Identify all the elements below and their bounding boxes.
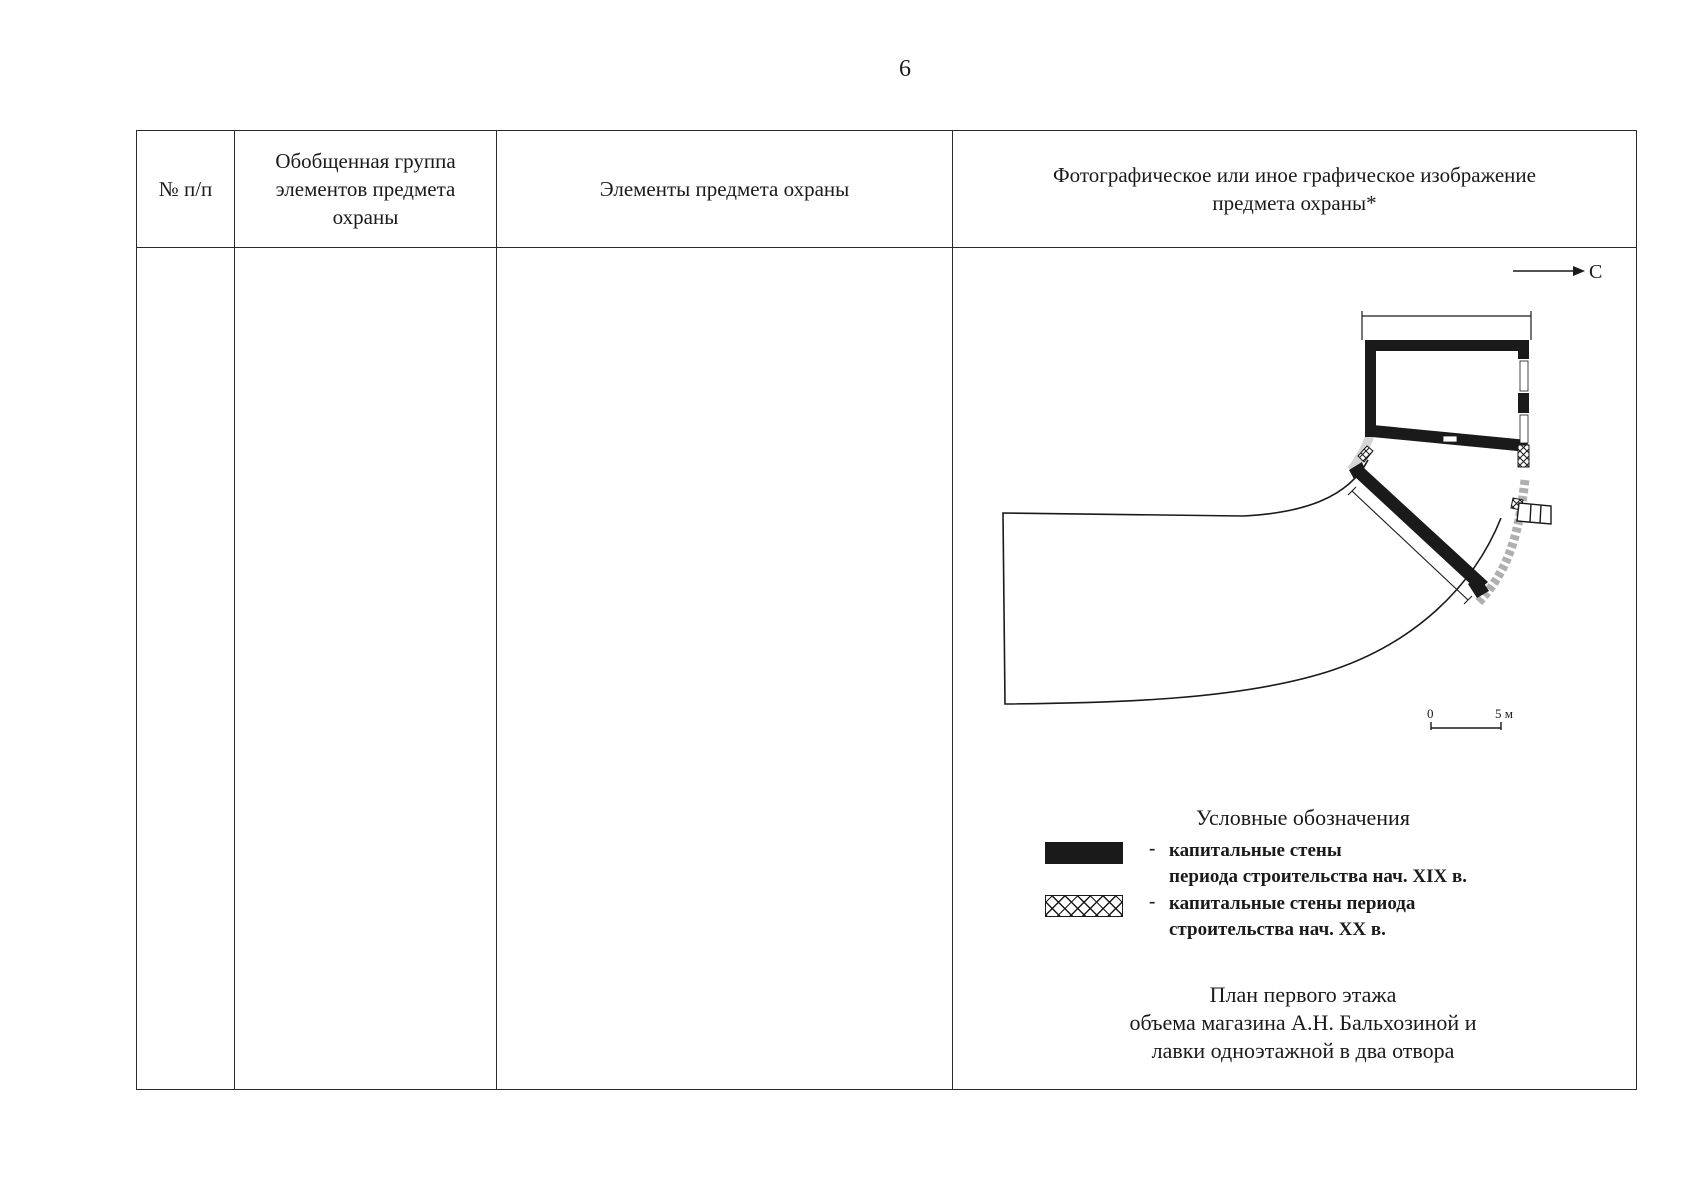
header-group-line1: Обобщенная группа [275, 149, 456, 173]
header-group-line3: охраны [332, 205, 399, 229]
legend-text-line2: строительства нач. XX в. [1169, 919, 1386, 940]
scale-start-label: 0 [1427, 706, 1434, 721]
site-outline [1003, 460, 1501, 704]
legend-title: Условные обозначения [1196, 805, 1410, 830]
cell-elements [497, 248, 953, 1090]
header-image-line1: Фотографическое или иное графическое изображение [1053, 163, 1536, 187]
protection-subject-table [136, 130, 1637, 1090]
header-image-line2: предмета охраны* [1212, 191, 1377, 215]
legend-dash: - [1149, 891, 1156, 912]
cell-number [137, 248, 235, 1090]
porch-steps [1517, 503, 1551, 524]
plan-caption-line3: лавки одноэтажной в два отвора [1151, 1038, 1455, 1063]
legend-item-19th-century [1045, 838, 1565, 890]
legend-item-20th-century [1045, 891, 1565, 943]
table-header-row [137, 131, 1637, 248]
legend-text [1169, 838, 1569, 890]
legend-swatch-solid [1045, 842, 1123, 864]
dimension-line-top [1362, 311, 1531, 340]
north-arrow [1513, 261, 1602, 283]
header-number-text: № п/п [158, 177, 213, 201]
header-number [137, 131, 235, 248]
page-number: 6 [899, 56, 911, 82]
plan-caption-line2: объема магазина А.Н. Бальхозиной и [1129, 1010, 1477, 1035]
legend-swatch-hatched [1045, 895, 1123, 917]
table-row [137, 248, 1637, 1090]
header-group [235, 131, 497, 248]
floor-plan-drawing [953, 248, 1637, 1090]
north-label: С [1589, 261, 1603, 283]
header-elements-text: Элементы предмета охраны [599, 177, 850, 201]
header-group-line2: элементов предмета [275, 177, 456, 201]
header-elements [497, 131, 953, 248]
walls-19th-century [1349, 340, 1529, 598]
cell-image [953, 248, 1637, 1090]
scale-bar [1427, 706, 1513, 730]
legend-text-line1: капитальные стены периода [1169, 893, 1416, 914]
legend-text-line2: периода строительства нач. XIX в. [1169, 866, 1467, 887]
legend-dash: - [1149, 838, 1156, 859]
header-image [953, 131, 1637, 248]
legend-text-line1: капитальные стены [1169, 840, 1342, 861]
window-openings [1443, 361, 1528, 443]
scale-end-label: 5 м [1495, 706, 1513, 721]
cell-group [235, 248, 497, 1090]
dimension-line-diagonal [1348, 487, 1472, 604]
plan-caption [1053, 981, 1553, 1065]
legend-text [1169, 891, 1569, 943]
plan-caption-line1: План первого этажа [1209, 982, 1397, 1007]
